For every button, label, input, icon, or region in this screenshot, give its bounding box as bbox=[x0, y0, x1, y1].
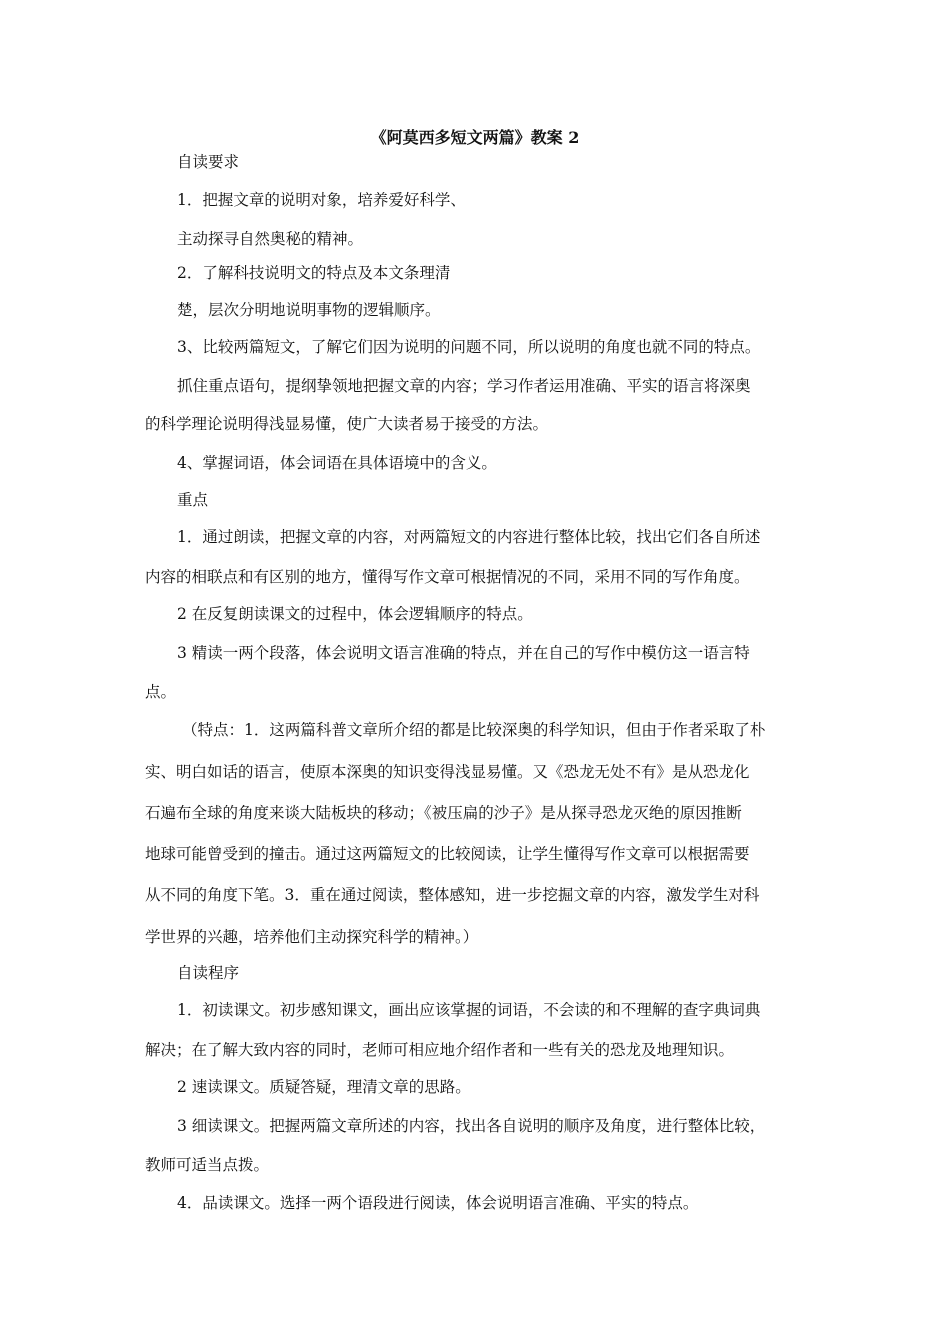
paragraph-line: 3 细读课文。把握两篇文章所述的内容，找出各自说明的顺序及角度，进行整体比较， bbox=[177, 1117, 766, 1135]
paragraph-line: 抓住重点语句，提纲挚领地把握文章的内容；学习作者运用准确、平实的语言将深奥 bbox=[177, 377, 751, 395]
paragraph-line: 的科学理论说明得浅显易懂，使广大读者易于接受的方法。 bbox=[145, 415, 549, 433]
paragraph-line: 1．初读课文。初步感知课文，画出应该掌握的词语，不会读的和不理解的查字典词典 bbox=[177, 1001, 761, 1019]
paragraph-line: 1．通过朗读，把握文章的内容，对两篇短文的内容进行整体比较，找出它们各自所述 bbox=[177, 528, 761, 546]
paragraph-line: 地球可能曾受到的撞击。通过这两篇短文的比较阅读，让学生懂得写作文章可以根据需要 bbox=[145, 845, 750, 863]
paragraph-line: 3、比较两篇短文，了解它们因为说明的问题不同，所以说明的角度也就不同的特点。 bbox=[177, 338, 761, 356]
paragraph-line: 教师可适当点拨。 bbox=[145, 1156, 270, 1174]
paragraph-line: 实、明白如话的语言，使原本深奥的知识变得浅显易懂。又《恐龙无处不有》是从恐龙化 bbox=[145, 763, 750, 781]
paragraph-line: 楚，层次分明地说明事物的逻辑顺序。 bbox=[177, 301, 441, 319]
section-heading-reading-requirements: 自读要求 bbox=[177, 153, 240, 171]
paragraph-line: 从不同的角度下笔。3．重在通过阅读，整体感知，进一步挖掘文章的内容，激发学生对科 bbox=[145, 886, 760, 904]
paragraph-line: 石遍布全球的角度来谈大陆板块的移动；《被压扁的沙子》是从探寻恐龙灭绝的原因推断 bbox=[145, 804, 742, 822]
paragraph-line: 4．品读课文。选择一两个语段进行阅读，体会说明语言准确、平实的特点。 bbox=[177, 1194, 699, 1212]
paragraph-line: （特点：1．这两篇科普文章所介绍的都是比较深奥的科学知识，但由于作者采取了朴 bbox=[182, 721, 766, 739]
paragraph-line: 解决；在了解大致内容的同时，老师可相应地介绍作者和一些有关的恐龙及地理知识。 bbox=[145, 1041, 735, 1059]
document-title: 《阿莫西多短文两篇》教案 2 bbox=[370, 128, 580, 147]
paragraph-line: 学世界的兴趣，培养他们主动探究科学的精神。） bbox=[145, 928, 479, 946]
paragraph-line: 内容的相联点和有区别的地方，懂得写作文章可根据情况的不同，采用不同的写作角度。 bbox=[145, 568, 750, 586]
paragraph-line: 1．把握文章的说明对象，培养爱好科学、 bbox=[177, 191, 466, 209]
paragraph-line: 2 在反复朗读课文的过程中，体会逻辑顺序的特点。 bbox=[177, 605, 533, 623]
section-heading-reading-procedure: 自读程序 bbox=[177, 964, 240, 982]
paragraph-line: 主动探寻自然奥秘的精神。 bbox=[177, 230, 364, 248]
paragraph-line: 3 精读一两个段落，体会说明文语言准确的特点，并在自己的写作中模仿这一语言特 bbox=[177, 644, 750, 662]
paragraph-line: 4、掌握词语，体会词语在具体语境中的含义。 bbox=[177, 454, 497, 472]
section-heading-key-points: 重点 bbox=[177, 491, 209, 509]
paragraph-line: 2 速读课文。质疑答疑，理清文章的思路。 bbox=[177, 1078, 471, 1096]
paragraph-line: 点。 bbox=[145, 683, 177, 701]
paragraph-line: 2．了解科技说明文的特点及本文条理清 bbox=[177, 264, 451, 282]
